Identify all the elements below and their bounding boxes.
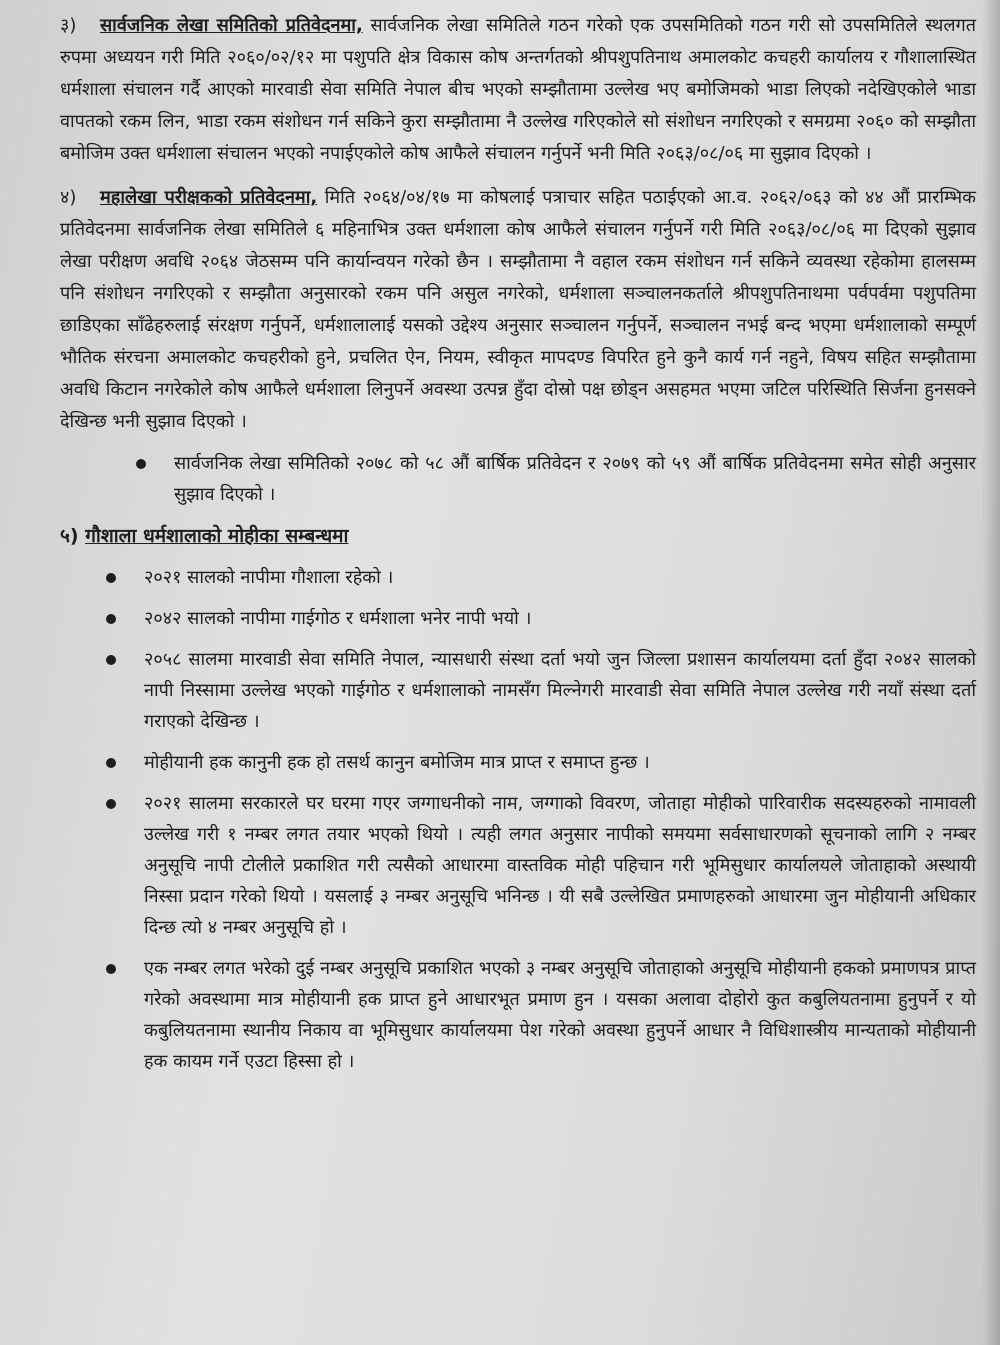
- list-item: [130, 562, 976, 593]
- section-3-text: सार्वजनिक लेखा समितिले गठन गरेको एक उपसमितिको गठन गरी सो उपसमितिले स्थलगत रुपमा अध्ययन गरी मिति २०६०/०२/१२ मा पशुपति क्षेत्र विकास कोष अन्तर्गतको श्रीपशुपतिनाथ अमालकोट कचहरी कार्यालय र गौशालास्थित धर्मशाला संचालन गर्दै आएको मारवाडी सेवा समिति नेपाल बीच भएको सम्झौतामा उल्लेख भए बमोजिमको भाडा लिएको नदेखिएकोले भाडा वापतको रकम लिन, भाडा रकम संशोधन गर्न सकिने कुरा सम्झौतामा नै उल्लेख गरिएकोले सो संशोधन नगरिएको र समग्रमा २०६० को सम्झौता बमोजिम उक्त धर्मशाला संचालन भएको नपाईएकोले कोष आफैले संचालन गर्नुपर्ने भनी मिति २०६३/०८/०६ मा सुझाव दिएको ।: [60, 15, 976, 164]
- bullet-text: २०२१ सालमा सरकारले घर घरमा गएर जग्गाधनीको नाम, जग्गाको विवरण, जोताहा मोहीको पारिवारीक सदस्यहरुको नामावली उल्लेख गरी १ नम्बर लगत तयार भएको थियो । त्यही लगत अनुसार नापीको समयमा सर्वसाधारणको सूचनाको लागि २ नम्बर अनुसूचि नापी टोलीले प्रकाशित गरी त्यसैको आधारमा वास्तविक मोही पहिचान गरी भूमिसुधार कार्यालयले जोताहाको अस्थायी निस्सा प्रदान गरेको थियो । यसलाई ३ नम्बर अनुसूचि भनिन्छ । यी सबै उल्लेखित प्रमाणहरुको आधारमा जुन मोहीयानी अधिकार दिन्छ त्यो ४ नम्बर अनुसूचि हो ।: [144, 793, 976, 938]
- bullet-icon: [106, 758, 116, 768]
- section-3-number: ३): [60, 15, 77, 36]
- section-5-bullets: [60, 562, 976, 1077]
- bullet-text: २०४२ सालको नापीमा गाईगोठ र धर्मशाला भनेर नापी भयो ।: [144, 608, 532, 629]
- section-5-number: ५): [60, 525, 79, 547]
- section-3-heading: सार्वजनिक लेखा समितिको प्रतिवेदनमा,: [100, 15, 363, 36]
- bullet-text: मोहीयानी हक कानुनी हक हो तसर्थ कानुन बमोजिम मात्र प्राप्त र समाप्त हुन्छ ।: [144, 752, 650, 773]
- bullet-icon: [106, 573, 116, 583]
- list-item: [130, 953, 976, 1077]
- section-4-heading: महालेखा परीक्षकको प्रतिवेदनमा,: [100, 187, 318, 208]
- bullet-text: २०२१ सालको नापीमा गौशाला रहेको ।: [144, 567, 394, 588]
- bullet-icon: [106, 964, 116, 974]
- section-4-bullets: [60, 448, 976, 510]
- section-5-heading: गौशाला धर्मशालाको मोहीका सम्बन्धमा: [85, 525, 349, 547]
- bullet-icon: [106, 799, 116, 809]
- list-item: [130, 747, 976, 778]
- bullet-icon: [136, 459, 146, 469]
- bullet-text: २०५८ सालमा मारवाडी सेवा समिति नेपाल, न्यासधारी संस्था दर्ता भयो जुन जिल्ला प्रशासन कार्यालयमा दर्ता हुँदा २०४२ सालको नापी निस्सामा उल्लेख भएको गाईगोठ र धर्मशालाको नामसँग मिल्नेगरी मारवाडी सेवा समिति नेपाल उल्लेख गरी नयाँ संस्था दर्ता गराएको देखिन्छ ।: [144, 649, 976, 732]
- section-4-number: ४): [60, 187, 77, 208]
- section-3: [60, 10, 976, 170]
- page-shadow: [982, 0, 1000, 1345]
- section-4-text: मिति २०६४/०४/१७ मा कोषलाई पत्राचार सहित पठाईएको आ.व. २०६२/०६३ को ४४ औं प्रारम्भिक प्रतिवेदनमा सार्वजनिक लेखा समितिले ६ महिनाभित्र उक्त धर्मशाला कोष आफैले संचालन गर्नुपर्ने गरी मिति २०६३/०८/०६ मा दिएको सुझाव लेखा परीक्षण अवधि २०६४ जेठसम्म पनि कार्यान्वयन गरेको छैन । सम्झौतामा नै वहाल रकम संशोधन गर्न सकिने व्यवस्था रहेकोमा हालसम्म पनि संशोधन नगरिएको र सम्झौता अनुसारको रकम पनि असुल नगरेको, धर्मशाला सञ्चालनकर्ताले श्रीपशुपतिनाथमा पर्वपर्वमा पशुपतिमा छाडिएका साँढेहरुलाई संरक्षण गर्नुपर्ने, धर्मशालालाई यसको उद्देश्य अनुसार सञ्चालन गर्नुपर्ने, सञ्चालन नभई बन्द भएमा धर्मशालाको सम्पूर्ण भौतिक संरचना अमालकोट कचहरीको हुने, प्रचलित ऐन, नियम, स्वीकृत मापदण्ड विपरित हुने कुनै कार्य गर्न नहुने, विषय सहित सम्झौतामा अवधि किटान नगरेकोले कोष आफैले धर्मशाला लिनुपर्ने अवस्था उत्पन्न हुँदा दोस्रो पक्ष छोड्न असहमत भएमा जटिल परिस्थिति सिर्जना हुनसक्ने देखिन्छ भनी सुझाव दिएको ।: [60, 187, 976, 432]
- list-item: [160, 448, 976, 510]
- bullet-icon: [106, 614, 116, 624]
- list-item: [130, 788, 976, 943]
- section-4: [60, 182, 976, 438]
- bullet-text: सार्वजनिक लेखा समितिको २०७८ को ५८ औं बार्षिक प्रतिवेदन र २०७९ को ५९ औं बार्षिक प्रतिवेदनमा समेत सोही अनुसार सुझाव दिएको ।: [174, 453, 976, 505]
- bullet-icon: [106, 655, 116, 665]
- section-5-title: [60, 520, 976, 552]
- list-item: [130, 603, 976, 634]
- list-item: [130, 644, 976, 737]
- bullet-text: एक नम्बर लगत भरेको दुई नम्बर अनुसूचि प्रकाशित भएको ३ नम्बर अनुसूचि जोताहाको अनुसूचि मोहीयानी हकको प्रमाणपत्र प्राप्त गरेको अवस्थामा मात्र मोहीयानी हक प्राप्त हुने आधारभूत प्रमाण हुन । यसका अलावा दोहोरो कुत कबुलियतनामा हुनुपर्ने र यो कबुलियतनामा स्थानीय निकाय वा भूमिसुधार कार्यालयमा पेश गरेको अवस्था हुनुपर्ने आधार नै विधिशास्त्रीय मान्यताको मोहीयानी हक कायम गर्ने एउटा हिस्सा हो ।: [144, 958, 976, 1072]
